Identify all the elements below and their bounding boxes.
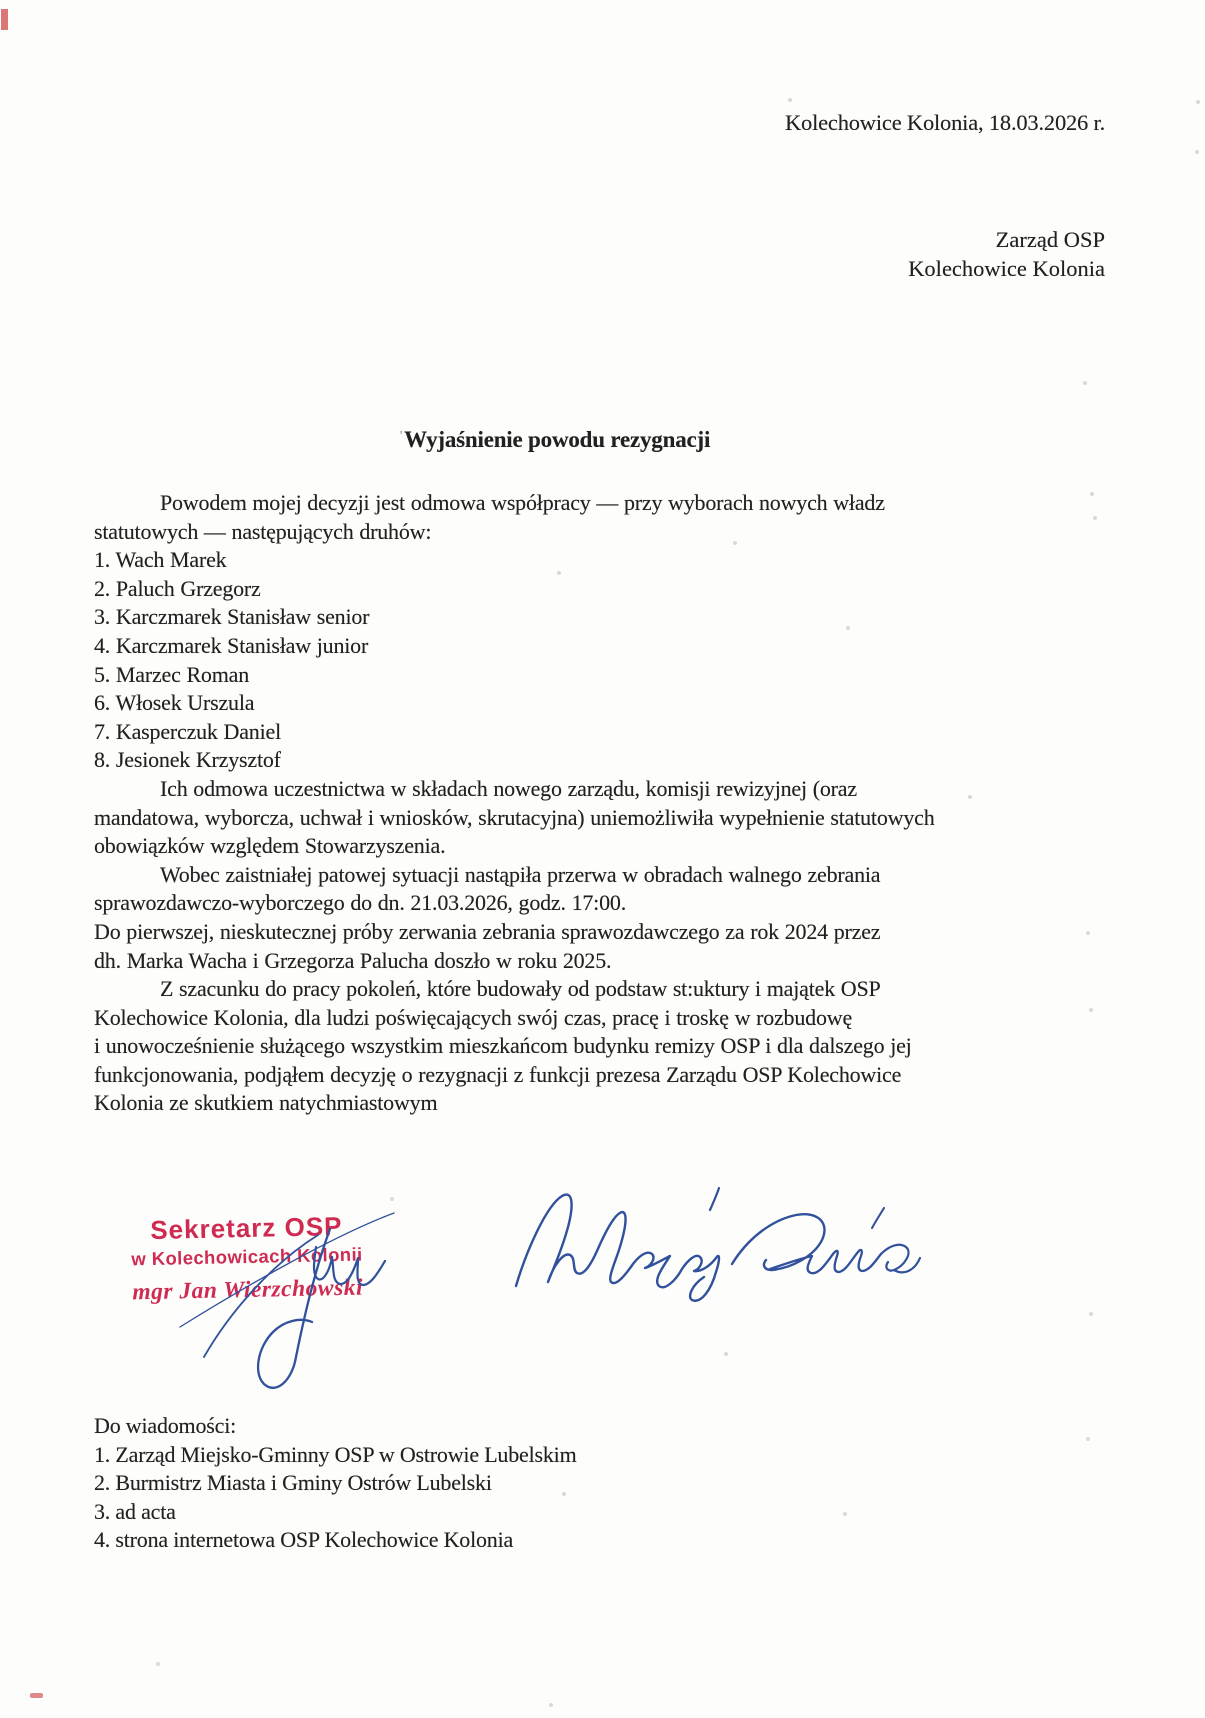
scan-noise-dot bbox=[1195, 150, 1199, 154]
member-list-item: 4. Karczmarek Stanisław junior bbox=[94, 632, 369, 658]
distribution-heading: Do wiadomości: bbox=[94, 1413, 237, 1438]
addressee-block bbox=[908, 225, 1105, 283]
distribution-item: 3. ad acta bbox=[94, 1498, 176, 1524]
scan-noise-dot bbox=[1086, 1437, 1090, 1441]
scan-noise-dot bbox=[968, 795, 972, 799]
scan-noise-dot bbox=[549, 1703, 553, 1707]
scan-noise-dot bbox=[846, 626, 850, 630]
member-list-item: 8. Jesionek Krzysztof bbox=[94, 747, 281, 773]
title-scan-mark: ' bbox=[399, 429, 403, 444]
body-line: dh. Marka Wacha i Grzegorza Palucha doszło w roku 2025. bbox=[94, 947, 612, 973]
body-line: Kolechowice Kolonia, dla ludzi poświęcających swój czas, pracę i troskę w rozbudowę bbox=[94, 1004, 853, 1030]
scan-noise-dot bbox=[562, 1492, 566, 1496]
secretary-signature-ink bbox=[146, 1205, 398, 1403]
scan-noise-dot bbox=[788, 98, 792, 102]
letter-body bbox=[94, 489, 1099, 1118]
scan-noise-dot bbox=[1090, 492, 1094, 496]
scan-noise-dot bbox=[1196, 100, 1200, 104]
body-line: statutowych — następujących druhów: bbox=[94, 518, 432, 544]
scan-noise-dot bbox=[843, 1512, 847, 1516]
body-line: i unowocześnienie służącego wszystkim mieszkańcom budynku remizy OSP i dla dalszego jej bbox=[94, 1033, 912, 1059]
distribution-list bbox=[94, 1412, 577, 1555]
body-line: Z szacunku do pracy pokoleń, które budowały od podstaw st:uktury i majątek OSP bbox=[160, 976, 881, 1002]
body-line: Ich odmowa uczestnictwa w składach nowego zarządu, komisji rewizyjnej (oraz bbox=[160, 775, 857, 801]
president-signature-ink bbox=[500, 1168, 925, 1308]
scan-noise-dot bbox=[1089, 1312, 1093, 1316]
body-line: funkcjonowania, podjąłem decyzję o rezygnacji z funkcji prezesa Zarządu OSP Kolechowice bbox=[94, 1061, 902, 1087]
body-line: obowiązków względem Stowarzyszenia. bbox=[94, 833, 446, 859]
scan-noise-dot bbox=[1086, 931, 1090, 935]
stamp-location-line: w Kolechowicach Kolonii bbox=[131, 1243, 363, 1270]
distribution-item: 1. Zarząd Miejsko-Gminny OSP w Ostrowie Lubelskim bbox=[94, 1441, 577, 1467]
body-line: Do pierwszej, nieskutecznej próby zerwania zebrania sprawozdawczego za rok 2024 przez bbox=[94, 918, 881, 944]
body-line: Kolonia ze skutkiem natychmiastowym bbox=[94, 1090, 438, 1116]
scan-noise-dot bbox=[1089, 1008, 1093, 1012]
body-line: Powodem mojej decyzji jest odmowa współpracy — przy wyborach nowych władz bbox=[160, 490, 885, 515]
scan-noise-dot bbox=[724, 1352, 728, 1356]
stamp-name-line: mgr Jan Wierzchowski bbox=[132, 1274, 364, 1306]
scan-noise-dot bbox=[733, 541, 737, 545]
distribution-item: 4. strona internetowa OSP Kolechowice Kolonia bbox=[94, 1527, 514, 1553]
body-line: sprawozdawczo-wyborczego do dn. 21.03.2026, godz. 17:00. bbox=[94, 890, 626, 916]
document-title-text: Wyjaśnienie powodu rezygnacji bbox=[404, 427, 711, 452]
member-list-item: 7. Kasperczuk Daniel bbox=[94, 718, 281, 744]
scan-noise-dot bbox=[1093, 516, 1097, 520]
addressee-line: Zarząd OSP bbox=[995, 227, 1105, 252]
scan-noise-dot bbox=[1083, 381, 1087, 385]
scan-noise-dot bbox=[557, 571, 561, 575]
scan-noise-dot bbox=[156, 1662, 160, 1666]
scan-noise-dot bbox=[390, 1197, 394, 1201]
stamp-title-line: Sekretarz OSP bbox=[149, 1210, 343, 1246]
body-line: Wobec zaistniałej patowej sytuacji nastąpiła przerwa w obradach walnego zebrania bbox=[160, 861, 881, 887]
scan-artifact-red-mark-top-left bbox=[1, 9, 8, 30]
member-list-item: 5. Marzec Roman bbox=[94, 661, 249, 687]
member-list-item: 2. Paluch Grzegorz bbox=[94, 575, 261, 601]
document-title bbox=[95, 427, 1015, 453]
member-list-item: 3. Karczmarek Stanisław senior bbox=[94, 604, 370, 630]
distribution-item: 2. Burmistrz Miasta i Gminy Ostrów Lubelski bbox=[94, 1470, 492, 1496]
dateline: Kolechowice Kolonia, 18.03.2026 r. bbox=[784, 110, 1105, 135]
member-list-item: 1. Wach Marek bbox=[94, 547, 227, 573]
body-line: mandatowa, wyborcza, uchwał i wniosków, skrutacyjna) uniemożliwiła wypełnienie statutowych bbox=[94, 804, 935, 830]
member-list-item: 6. Włosek Urszula bbox=[94, 690, 255, 716]
addressee-line: Kolechowice Kolonia bbox=[908, 256, 1105, 281]
scan-artifact-red-mark-bottom-left bbox=[30, 1693, 43, 1698]
